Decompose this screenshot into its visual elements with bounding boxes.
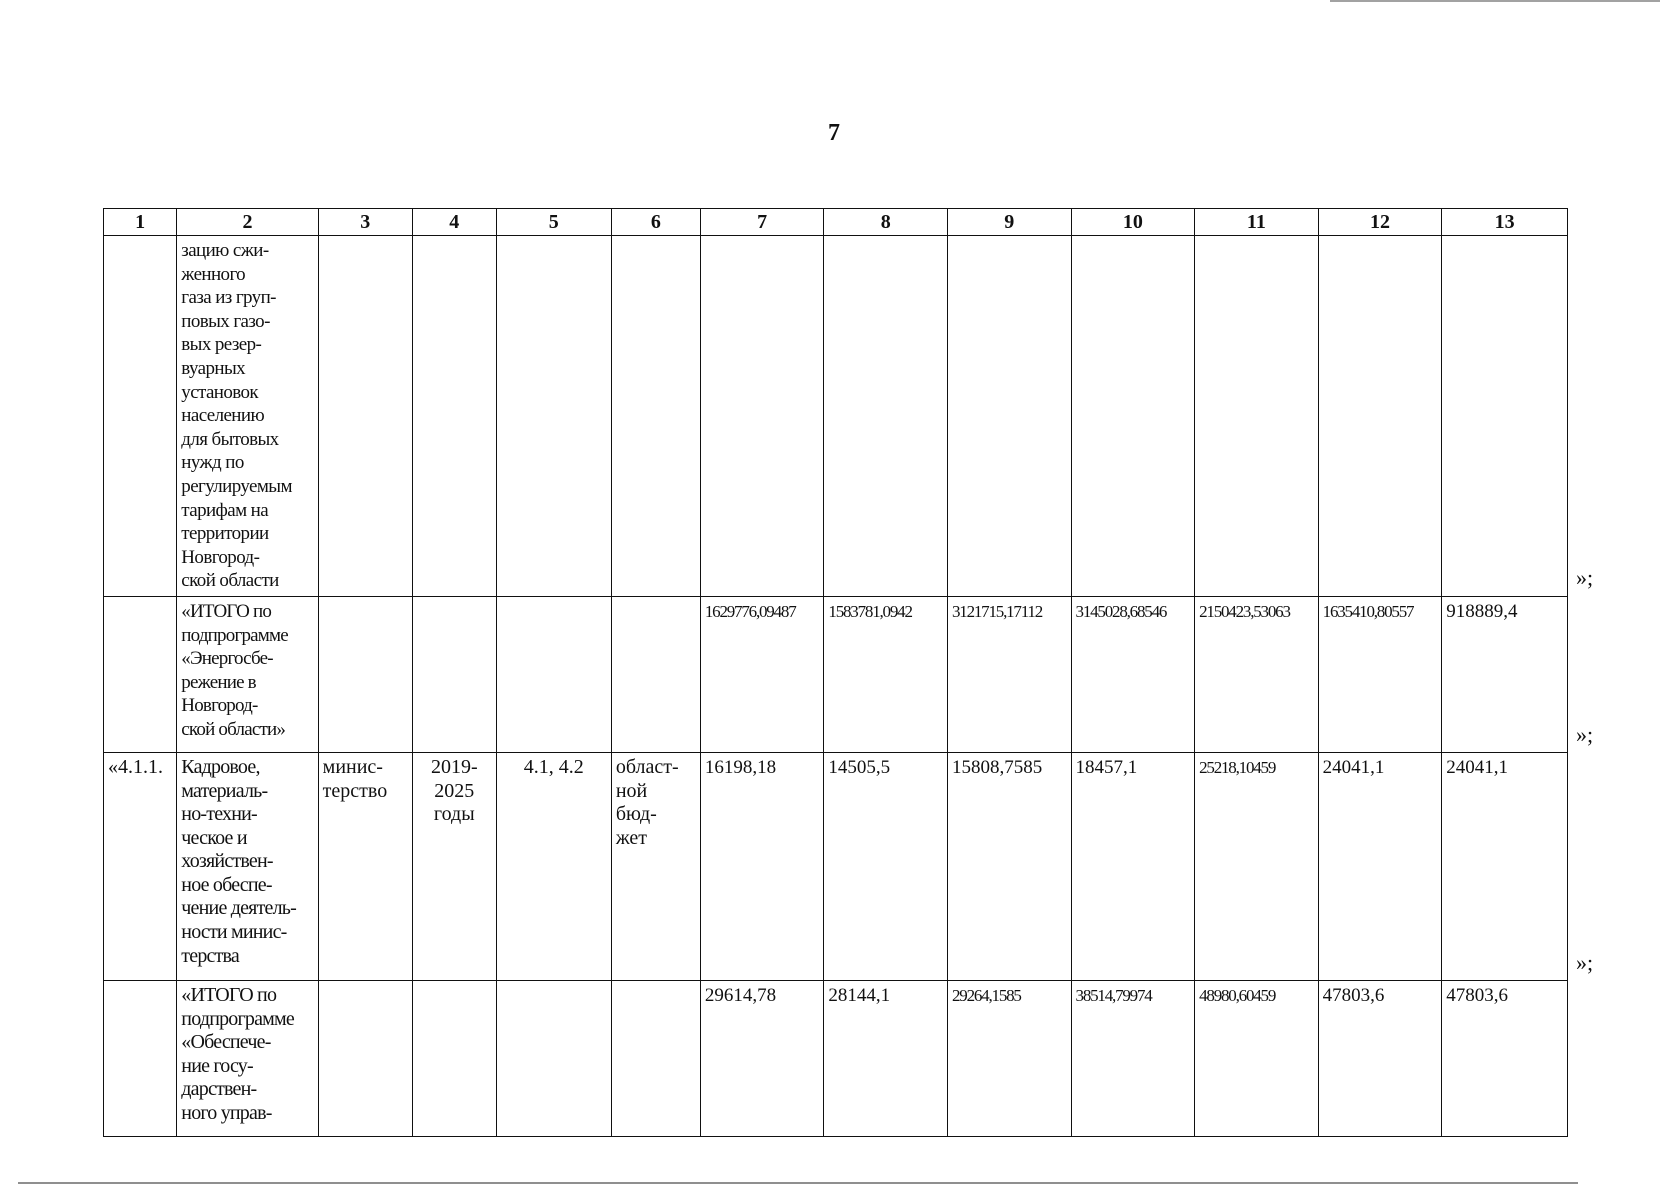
- row-description: Кадровое, материаль- но-техни- ческое и хозяйствен- ное обеспе- чение деятель- ности минис- терства: [177, 752, 318, 980]
- value-cell: 25218,10459: [1195, 752, 1319, 980]
- value-cell: 38514,79974: [1071, 980, 1195, 1136]
- value-cell: [700, 236, 824, 597]
- value-cell: 1629776,09487: [700, 596, 824, 752]
- row-closing-quote: »;: [1576, 950, 1594, 975]
- table-header-row: [104, 209, 1568, 236]
- column-header: 9: [947, 209, 1071, 236]
- row-target: [496, 236, 611, 597]
- value-cell: 1583781,0942: [824, 596, 948, 752]
- value-cell: 47803,6: [1318, 980, 1442, 1136]
- row-executor: [318, 980, 412, 1136]
- value-cell: [1195, 236, 1319, 597]
- column-header: 4: [412, 209, 496, 236]
- top-scan-rule: [1330, 0, 1660, 8]
- row-closing-quote: »;: [1576, 722, 1594, 747]
- value-cell: 1635410,80557: [1318, 596, 1442, 752]
- row-source: [611, 980, 700, 1136]
- value-cell: 918889,4: [1442, 596, 1568, 752]
- row-target: 4.1, 4.2: [496, 752, 611, 980]
- column-header: 8: [824, 209, 948, 236]
- table-row: [104, 236, 1568, 597]
- value-cell: 14505,5: [824, 752, 948, 980]
- column-header: 11: [1195, 209, 1319, 236]
- row-id: «4.1.1.: [104, 752, 177, 980]
- column-header: 5: [496, 209, 611, 236]
- row-source: [611, 236, 700, 597]
- value-cell: 3145028,68546: [1071, 596, 1195, 752]
- row-period: [412, 236, 496, 597]
- value-cell: [1318, 236, 1442, 597]
- value-cell: 48980,60459: [1195, 980, 1319, 1136]
- row-period: [412, 980, 496, 1136]
- column-header: 3: [318, 209, 412, 236]
- value-cell: 24041,1: [1442, 752, 1568, 980]
- row-description: зацию сжи- женного газа из груп- повых газо- вых резер- вуарных установок населению для бытовых нужд по регулируемым тарифам на территории Новгород- ской области: [177, 236, 318, 597]
- column-header: 10: [1071, 209, 1195, 236]
- value-cell: [1442, 236, 1568, 597]
- row-source: [611, 596, 700, 752]
- column-header: 2: [177, 209, 318, 236]
- value-cell: [824, 236, 948, 597]
- value-cell: [1071, 236, 1195, 597]
- row-target: [496, 596, 611, 752]
- row-description: «ИТОГО по подпрограмме «Обеспече- ние госу- дарствен- ного управ-: [177, 980, 318, 1136]
- table-row: [104, 752, 1568, 980]
- budget-table: [103, 208, 1568, 1137]
- row-id: [104, 236, 177, 597]
- value-cell: 24041,1: [1318, 752, 1442, 980]
- row-closing-quote: »;: [1576, 565, 1594, 590]
- value-cell: 15808,7585: [947, 752, 1071, 980]
- row-executor: [318, 596, 412, 752]
- row-executor: [318, 236, 412, 597]
- table-row: [104, 980, 1568, 1136]
- value-cell: [947, 236, 1071, 597]
- value-cell: 3121715,17112: [947, 596, 1071, 752]
- row-period: [412, 596, 496, 752]
- value-cell: 16198,18: [700, 752, 824, 980]
- value-cell: 2150423,53063: [1195, 596, 1319, 752]
- row-id: [104, 980, 177, 1136]
- value-cell: 18457,1: [1071, 752, 1195, 980]
- page-number: 7: [828, 120, 840, 146]
- row-description: «ИТОГО по подпрограмме «Энергосбе- режение в Новгород- ской области»: [177, 596, 318, 752]
- value-cell: 28144,1: [824, 980, 948, 1136]
- row-executor: минис- терство: [318, 752, 412, 980]
- row-period: 2019- 2025 годы: [412, 752, 496, 980]
- column-header: 13: [1442, 209, 1568, 236]
- row-id: [104, 596, 177, 752]
- row-source: област- ной бюд- жет: [611, 752, 700, 980]
- column-header: 7: [700, 209, 824, 236]
- value-cell: 29264,1585: [947, 980, 1071, 1136]
- row-target: [496, 980, 611, 1136]
- column-header: 6: [611, 209, 700, 236]
- value-cell: 47803,6: [1442, 980, 1568, 1136]
- column-header: 1: [104, 209, 177, 236]
- bottom-scan-rule: [18, 1182, 1578, 1184]
- value-cell: 29614,78: [700, 980, 824, 1136]
- column-header: 12: [1318, 209, 1442, 236]
- table-row: [104, 596, 1568, 752]
